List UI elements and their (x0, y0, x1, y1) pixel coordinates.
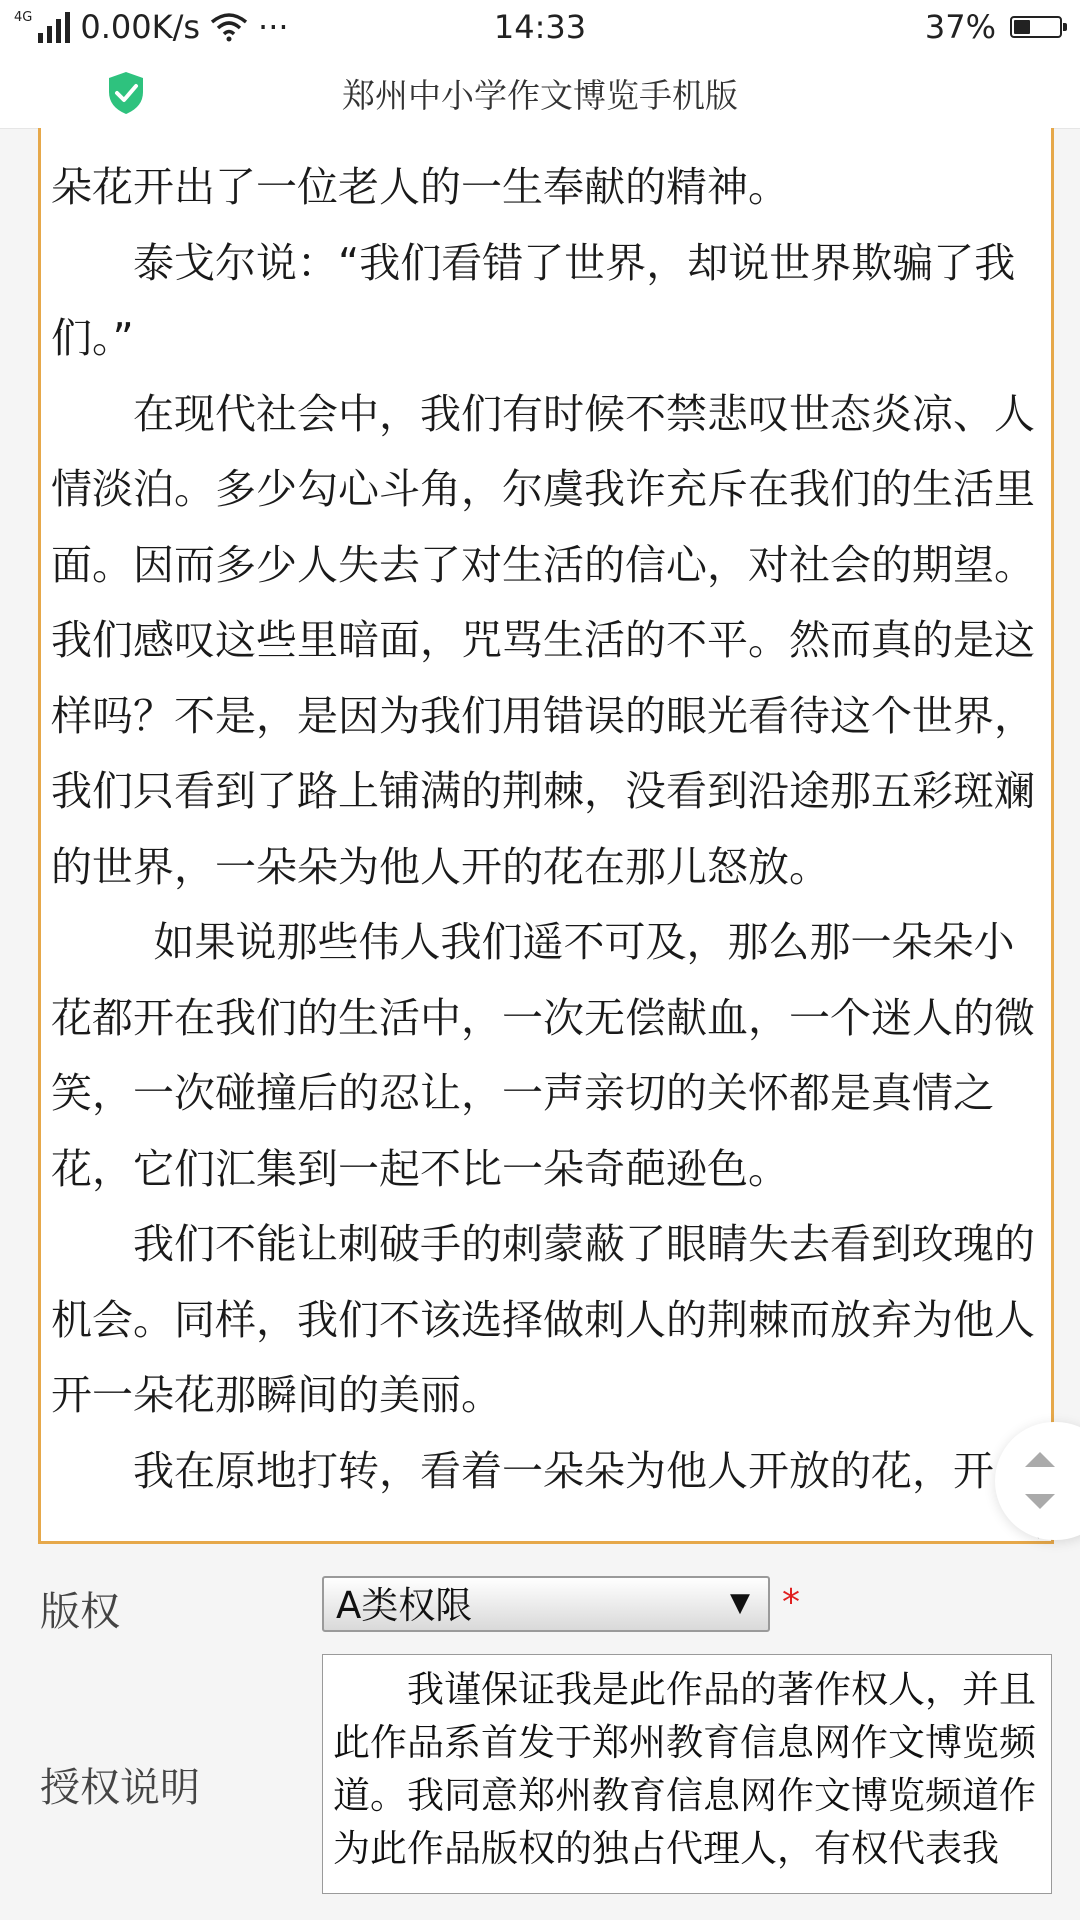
network-type: 4G (14, 10, 33, 25)
essay-paragraph: 朵花开出了一位老人的一生奉献的精神。 (51, 163, 789, 211)
scroll-down-icon[interactable] (1025, 1494, 1055, 1509)
auth-label: 授权说明 (40, 1765, 200, 1811)
title-bar (0, 56, 1080, 129)
status-bar (0, 0, 1080, 56)
dropdown-arrow-icon: ▼ (730, 1588, 750, 1618)
clock: 14:33 (493, 8, 587, 46)
copyright-select[interactable] (322, 1576, 770, 1632)
copyright-label: 版权 (40, 1589, 120, 1635)
page-title: 郑州中小学作文博览手机版 (342, 76, 738, 115)
essay-content (41, 128, 1051, 1509)
status-right (925, 8, 1062, 46)
essay-paragraph: 在现代社会中，我们有时候不禁悲叹世态炎凉、人情淡泊。多少勾心斗角，尔虞我诈充斥在我们的生活里面。因而多少人失去了对生活的信心，对社会的期望。我们感叹这些里暗面，咒骂生活的不平。然而真的是这样吗？不是，是因为我们用错误的眼光看待这个世界，我们只看到了路上铺满的荆棘，没看到沿途那五彩斑斓的世界，一朵朵为他人开的花在那儿怒放。 (51, 389, 1035, 891)
essay-paragraph: 我在原地打转，看着一朵朵为他人开放的花，开 (133, 1446, 994, 1495)
battery-percent: 37% (924, 8, 996, 46)
network-speed: 0.00K/s (80, 8, 201, 46)
scroll-up-icon[interactable] (1025, 1452, 1055, 1467)
auth-textarea[interactable] (322, 1654, 1052, 1894)
battery-icon (1010, 16, 1062, 38)
essay-textarea[interactable] (38, 128, 1054, 1544)
required-mark: * (782, 1582, 800, 1623)
essay-paragraph: 泰戈尔说：“我们看错了世界，却说世界欺骗了我们。” (51, 238, 1016, 362)
auth-text: 我谨保证我是此作品的著作权人，并且此作品系首发于郑州教育信息网作文博览频道。我同意郑州教育信息网作文博览频道作为此作品版权的独占代理人，有权代表我 (333, 1668, 1036, 1870)
copyright-selected-value: A类权限 (336, 1584, 473, 1627)
essay-paragraph: 如果说那些伟人我们遥不可及，那么那一朵朵小花都开在我们的生活中，一次无偿献血，一个迷人的微笑，一次碰撞后的忍让，一声亲切的关怀都是真情之花，它们汇集到一起不比一朵奇葩逊色。 (51, 918, 1035, 1193)
essay-paragraph: 我们不能让刺破手的刺蒙蔽了眼睛失去看到玫瑰的机会。同样，我们不该选择做刺人的荆棘而放弃为他人开一朵花那瞬间的美丽。 (51, 1220, 1035, 1419)
more-icon: ··· (258, 8, 289, 46)
